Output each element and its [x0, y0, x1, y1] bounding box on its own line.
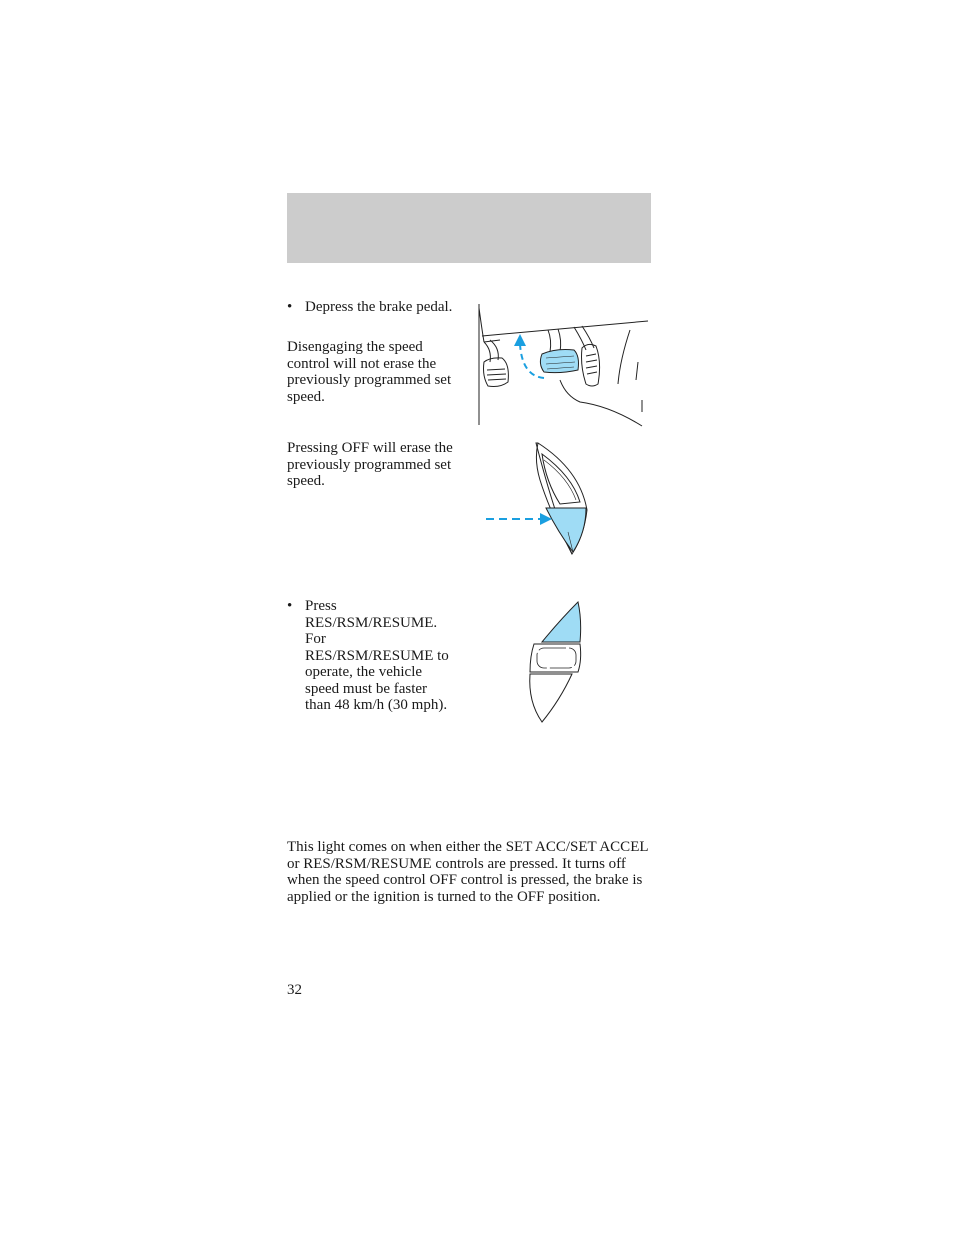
page-number: 32	[287, 982, 302, 998]
off-button-drawing	[480, 440, 592, 558]
bullet-text-depress-brake: Depress the brake pedal.	[305, 299, 453, 315]
resume-button-illustration	[520, 598, 590, 726]
bullet-marker: •	[287, 299, 293, 315]
bullet-marker-resume: •	[287, 598, 293, 614]
brake-pedal-drawing	[470, 300, 652, 428]
bullet-text-press-resume: Press RES/RSM/RESUME. For RES/RSM/RESUME to operate, the vehicle speed must be faster than 48 km/h (30 mph).	[305, 598, 449, 713]
off-button-illustration	[480, 440, 592, 558]
paragraph-pressing-off: Pressing OFF will erase the previously programmed set speed.	[287, 440, 453, 489]
section-header-band	[287, 193, 651, 263]
paragraph-disengaging: Disengaging the speed control will not erase the previously programmed set speed.	[287, 339, 452, 405]
brake-pedal-illustration	[470, 300, 652, 428]
paragraph-light-info: This light comes on when either the SET ACC/SET ACCEL or RES/RSM/RESUME controls are pressed. It turns off when the speed control OFF control is pressed, the brake is applied or the ignition is turned to the OFF position.	[287, 839, 648, 905]
resume-button-drawing	[520, 598, 590, 726]
